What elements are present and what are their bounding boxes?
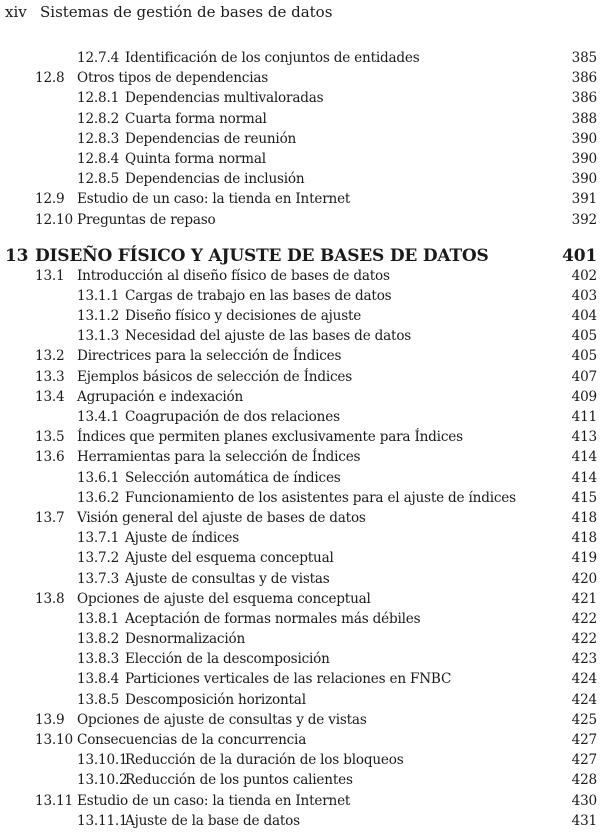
- entry-page-number: 401: [562, 245, 597, 266]
- toc-entry[interactable]: [0, 609, 600, 629]
- entry-number: 13.11.1: [77, 812, 128, 829]
- entry-title: Consecuencias de la concurrencia: [77, 732, 307, 748]
- entry-number: 13.1.2: [77, 308, 120, 325]
- entry-page-number: 411: [571, 409, 597, 425]
- entry-number: 13.1: [35, 267, 65, 284]
- entry-number: 13.7.2: [77, 550, 120, 567]
- entry-page-number: 418: [571, 509, 597, 526]
- entry-title: Diseño físico y decisiones de ajuste: [125, 308, 362, 325]
- entry-title: Coagrupación de dos relaciones: [125, 409, 340, 425]
- entry-page-number: 428: [571, 772, 597, 789]
- toc-entry[interactable]: [0, 770, 600, 790]
- toc-entry[interactable]: [0, 710, 600, 730]
- toc-entry[interactable]: [0, 750, 600, 770]
- toc-entry[interactable]: [0, 508, 600, 528]
- entry-number: 13.8.3: [77, 651, 120, 668]
- entry-title: Índices que permiten planes exclusivamente para Índices: [77, 429, 463, 446]
- entry-title: Reducción de la duración de los bloqueos: [125, 752, 404, 769]
- toc-entry[interactable]: [0, 346, 600, 366]
- entry-number: 13.1.1: [77, 287, 120, 304]
- entry-number: 12.8.5: [77, 171, 120, 188]
- toc-entry[interactable]: [0, 730, 600, 750]
- entry-title: Particiones verticales de las relaciones en FNBC: [125, 671, 452, 688]
- entry-number: 12.8.3: [77, 130, 120, 147]
- entry-number: 13: [5, 245, 29, 266]
- toc-entry[interactable]: [0, 210, 600, 230]
- entry-number: 12.8.1: [77, 90, 120, 107]
- toc-entry[interactable]: [0, 286, 600, 306]
- toc-entry[interactable]: [0, 109, 600, 129]
- entry-number: 13.11: [35, 792, 73, 809]
- entry-page-number: 418: [571, 530, 597, 547]
- entry-number: 12.8.2: [77, 110, 120, 127]
- entry-number: 12.7.4: [77, 50, 120, 66]
- entry-page-number: 420: [571, 570, 597, 587]
- entry-title: Directrices para la selección de Índices: [77, 348, 342, 365]
- entry-title: Introducción al diseño físico de bases de datos: [77, 267, 390, 284]
- entry-page-number: 414: [571, 469, 597, 486]
- entry-page-number: 427: [571, 732, 597, 748]
- entry-title: Ajuste de índices: [125, 530, 240, 547]
- toc-entry[interactable]: [0, 629, 600, 649]
- entry-page-number: 431: [571, 812, 597, 829]
- entry-page-number: 419: [571, 550, 597, 567]
- table-of-contents: [0, 48, 600, 831]
- toc-entry[interactable]: [0, 548, 600, 568]
- entry-page-number: 423: [571, 651, 597, 668]
- entry-number: 12.10: [35, 211, 73, 228]
- toc-entry[interactable]: [0, 447, 600, 467]
- entry-number: 12.8: [35, 70, 65, 87]
- entry-title: Opciones de ajuste del esquema conceptual: [77, 590, 371, 607]
- entry-title: Funcionamiento de los asistentes para el ajuste de índices: [125, 489, 516, 506]
- toc-entry[interactable]: [0, 427, 600, 447]
- entry-page-number: 386: [571, 70, 597, 87]
- entry-page-number: 427: [571, 752, 597, 769]
- entry-page-number: 407: [571, 368, 597, 385]
- entry-title: Identificación de los conjuntos de entidades: [125, 50, 420, 66]
- entry-number: 13.3: [35, 368, 65, 385]
- entry-title: Visión general del ajuste de bases de datos: [77, 509, 366, 526]
- entry-page-number: 388: [571, 110, 597, 127]
- toc-entry[interactable]: [0, 649, 600, 669]
- entry-number: 13.7.1: [77, 530, 120, 547]
- entry-page-number: 422: [571, 610, 597, 627]
- entry-title: Cuarta forma normal: [125, 110, 267, 127]
- toc-entry[interactable]: [0, 589, 600, 609]
- entry-number: 12.8.4: [77, 150, 120, 167]
- toc-chapter-entry[interactable]: [0, 230, 600, 266]
- toc-entry[interactable]: [0, 528, 600, 548]
- entry-title: Preguntas de repaso: [77, 211, 216, 228]
- entry-title: DISEÑO FÍSICO Y AJUSTE DE BASES DE DATOS: [35, 245, 489, 266]
- entry-page-number: 386: [571, 90, 597, 107]
- toc-entry[interactable]: [0, 129, 600, 149]
- entry-title: Necesidad del ajuste de las bases de datos: [125, 328, 412, 345]
- entry-number: 13.6.2: [77, 489, 120, 506]
- entry-number: 13.7.3: [77, 570, 120, 587]
- toc-entry[interactable]: [0, 48, 600, 68]
- entry-page-number: 415: [571, 489, 597, 506]
- entry-title: Estudio de un caso: la tienda en Internet: [77, 792, 351, 809]
- toc-entry[interactable]: [0, 407, 600, 427]
- entry-title: Descomposición horizontal: [125, 691, 306, 708]
- entry-number: 13.8.1: [77, 610, 120, 627]
- entry-page-number: 403: [571, 287, 597, 304]
- toc-entry[interactable]: [0, 367, 600, 387]
- entry-title: Quinta forma normal: [125, 150, 266, 167]
- entry-page-number: 421: [571, 590, 597, 607]
- entry-title: Ejemplos básicos de selección de Índices: [77, 368, 353, 385]
- header-page-number: xiv: [5, 3, 27, 21]
- entry-number: 13.8.2: [77, 631, 120, 648]
- entry-number: 13.8.4: [77, 671, 120, 688]
- entry-title: Dependencias multivaloradas: [125, 90, 324, 107]
- toc-entry[interactable]: [0, 88, 600, 108]
- entry-title: Agrupación e indexación: [77, 388, 244, 405]
- entry-number: 13.10.2: [77, 772, 128, 789]
- toc-entry[interactable]: [0, 488, 600, 508]
- entry-title: Reducción de los puntos calientes: [125, 772, 353, 789]
- entry-page-number: 391: [571, 191, 597, 208]
- entry-number: 13.9: [35, 711, 65, 728]
- entry-number: 13.10: [35, 732, 73, 748]
- running-header: [5, 2, 332, 22]
- toc-entry[interactable]: [0, 149, 600, 169]
- entry-page-number: 424: [571, 671, 597, 688]
- entry-page-number: 430: [571, 792, 597, 809]
- entry-number: 13.1.3: [77, 328, 120, 345]
- entry-number: 12.9: [35, 191, 65, 208]
- toc-entry[interactable]: [0, 387, 600, 407]
- entry-title: Dependencias de reunión: [125, 130, 297, 147]
- entry-title: Herramientas para la selección de Índices: [77, 449, 361, 466]
- toc-entry[interactable]: [0, 690, 600, 710]
- entry-number: 13.10.1: [77, 752, 128, 769]
- entry-number: 13.5: [35, 429, 65, 446]
- entry-number: 13.4.1: [77, 409, 120, 425]
- entry-page-number: 405: [571, 328, 597, 345]
- entry-page-number: 424: [571, 691, 597, 708]
- entry-title: Aceptación de formas normales más débiles: [125, 610, 421, 627]
- toc-entry[interactable]: [0, 811, 600, 831]
- entry-number: 13.6.1: [77, 469, 120, 486]
- toc-entry[interactable]: [0, 68, 600, 88]
- entry-page-number: 422: [571, 631, 597, 648]
- entry-page-number: 390: [571, 130, 597, 147]
- entry-page-number: 409: [571, 388, 597, 405]
- header-title: Sistemas de gestión de bases de datos: [40, 3, 333, 21]
- entry-title: Opciones de ajuste de consultas y de vistas: [77, 711, 367, 728]
- toc-entry[interactable]: [0, 669, 600, 689]
- toc-entry[interactable]: [0, 189, 600, 209]
- toc-entry[interactable]: [0, 468, 600, 488]
- entry-page-number: 402: [571, 267, 597, 284]
- entry-page-number: 414: [571, 449, 597, 466]
- entry-page-number: 390: [571, 171, 597, 188]
- toc-entry[interactable]: [0, 306, 600, 326]
- entry-title: Ajuste de consultas y de vistas: [125, 570, 330, 587]
- toc-entry[interactable]: [0, 326, 600, 346]
- entry-page-number: 405: [571, 348, 597, 365]
- entry-page-number: 425: [571, 711, 597, 728]
- entry-page-number: 404: [571, 308, 597, 325]
- entry-number: 13.6: [35, 449, 65, 466]
- toc-entry[interactable]: [0, 266, 600, 286]
- entry-number: 13.4: [35, 388, 65, 405]
- entry-number: 13.8.5: [77, 691, 120, 708]
- entry-title: Ajuste de la base de datos: [125, 812, 300, 829]
- entry-number: 13.8: [35, 590, 65, 607]
- entry-page-number: 392: [571, 211, 597, 228]
- entry-page-number: 385: [571, 50, 597, 66]
- entry-page-number: 413: [571, 429, 597, 446]
- entry-number: 13.2: [35, 348, 65, 365]
- toc-entry[interactable]: [0, 569, 600, 589]
- entry-title: Elección de la descomposición: [125, 651, 330, 668]
- toc-entry[interactable]: [0, 169, 600, 189]
- toc-entry[interactable]: [0, 791, 600, 811]
- entry-title: Otros tipos de dependencias: [77, 70, 269, 87]
- entry-page-number: 390: [571, 150, 597, 167]
- entry-title: Dependencias de inclusión: [125, 171, 305, 188]
- entry-title: Desnormalización: [125, 631, 246, 648]
- entry-title: Estudio de un caso: la tienda en Internet: [77, 191, 351, 208]
- entry-title: Ajuste del esquema conceptual: [125, 550, 334, 567]
- entry-title: Cargas de trabajo en las bases de datos: [125, 287, 392, 304]
- entry-number: 13.7: [35, 509, 65, 526]
- entry-title: Selección automática de índices: [125, 469, 341, 486]
